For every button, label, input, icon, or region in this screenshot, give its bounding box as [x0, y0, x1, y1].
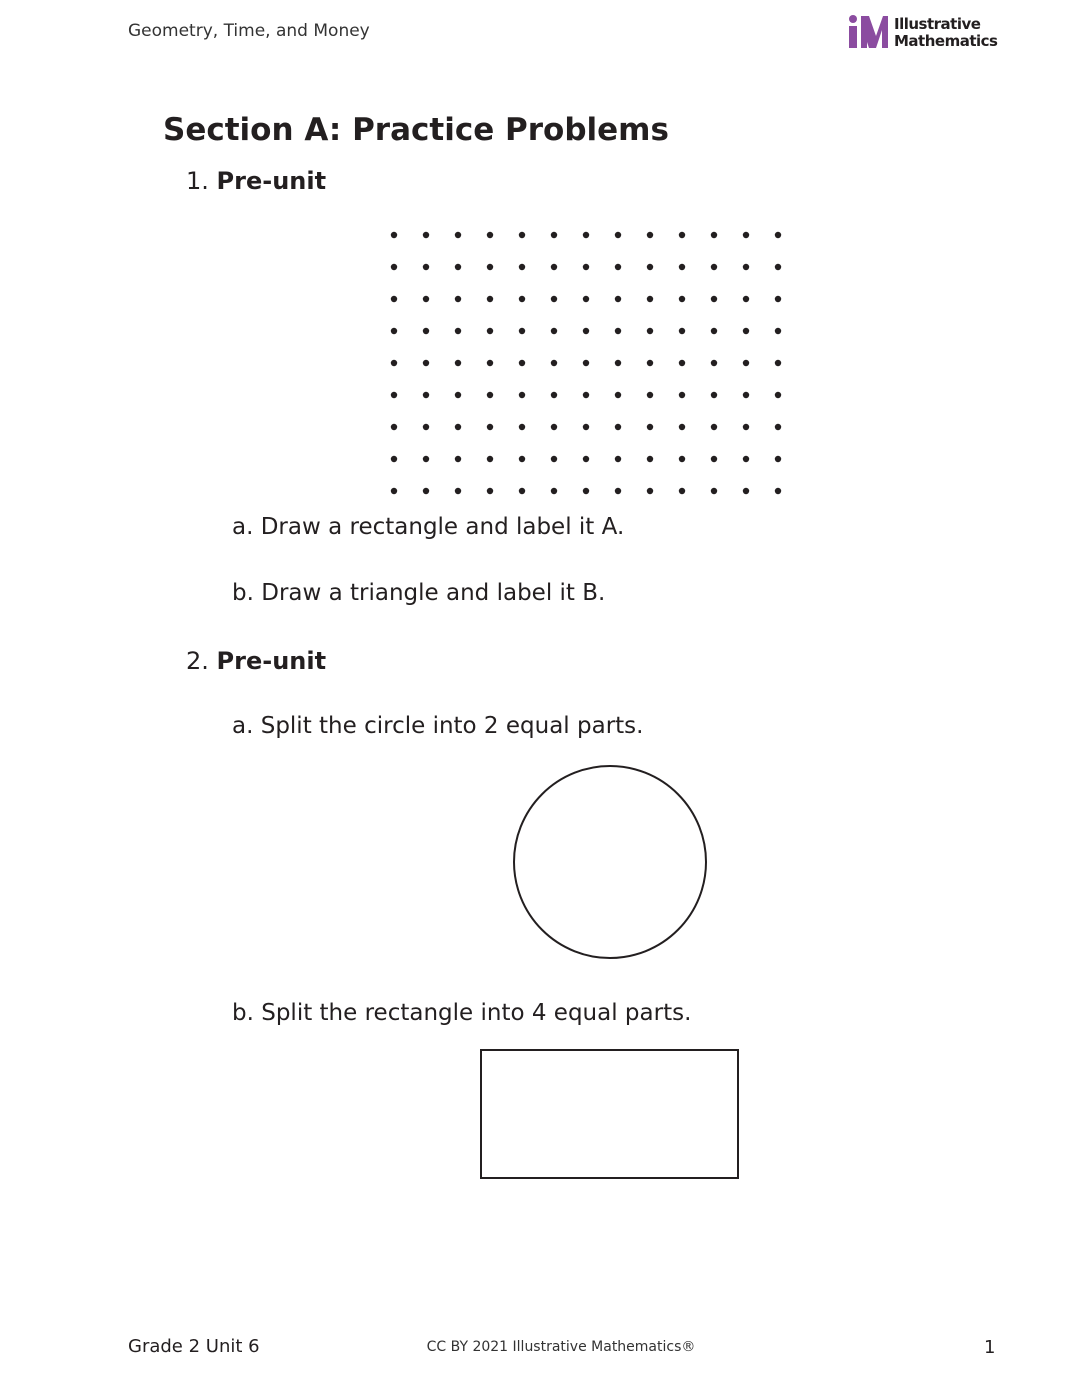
grid-dot[interactable]	[423, 488, 429, 494]
problem-1a-letter: a.	[232, 514, 254, 540]
grid-dot[interactable]	[743, 456, 749, 462]
grid-dot[interactable]	[391, 360, 397, 366]
grid-dot[interactable]	[583, 232, 589, 238]
problem-1a	[232, 514, 624, 540]
grid-dot[interactable]	[775, 296, 781, 302]
grid-dot[interactable]	[423, 360, 429, 366]
grid-dot[interactable]	[391, 232, 397, 238]
grid-dot[interactable]	[519, 424, 525, 430]
grid-dot[interactable]	[455, 360, 461, 366]
grid-dot[interactable]	[647, 328, 653, 334]
grid-dot[interactable]	[583, 424, 589, 430]
grid-dot[interactable]	[583, 392, 589, 398]
grid-dot[interactable]	[615, 424, 621, 430]
grid-dot[interactable]	[711, 456, 717, 462]
problem-1b	[232, 580, 605, 606]
illustrative-mathematics-logo	[848, 14, 998, 52]
footer-copyright: CC BY 2021 Illustrative Mathematics®	[426, 1339, 696, 1355]
grid-dot[interactable]	[551, 456, 557, 462]
grid-dot[interactable]	[519, 392, 525, 398]
grid-dot[interactable]	[391, 296, 397, 302]
grid-dot[interactable]	[775, 424, 781, 430]
problem-2-number: 2.	[186, 647, 209, 675]
grid-dot[interactable]	[615, 456, 621, 462]
grid-dot[interactable]	[775, 456, 781, 462]
grid-dot[interactable]	[391, 488, 397, 494]
grid-dot[interactable]	[455, 456, 461, 462]
grid-dot[interactable]	[743, 424, 749, 430]
grid-dot[interactable]	[583, 328, 589, 334]
problem-2b-text: Split the rectangle into 4 equal parts.	[261, 1000, 692, 1026]
problem-2b	[232, 1000, 691, 1026]
grid-dot[interactable]	[679, 328, 685, 334]
grid-dot[interactable]	[391, 264, 397, 270]
grid-dot[interactable]	[423, 296, 429, 302]
grid-dot[interactable]	[711, 296, 717, 302]
grid-dot[interactable]	[647, 488, 653, 494]
grid-dot[interactable]	[711, 264, 717, 270]
grid-dot[interactable]	[487, 456, 493, 462]
problem-1b-text: Draw a triangle and label it B.	[261, 580, 606, 606]
footer-page-number: 1	[984, 1337, 996, 1358]
grid-dot[interactable]	[455, 296, 461, 302]
grid-dot[interactable]	[775, 360, 781, 366]
grid-dot[interactable]	[583, 488, 589, 494]
grid-dot[interactable]	[679, 232, 685, 238]
grid-dot[interactable]	[519, 456, 525, 462]
problem-1-label: Pre-unit	[216, 167, 327, 195]
grid-dot[interactable]	[615, 328, 621, 334]
grid-dot[interactable]	[487, 296, 493, 302]
grid-dot[interactable]	[455, 232, 461, 238]
grid-dot[interactable]	[391, 392, 397, 398]
grid-dot[interactable]	[455, 264, 461, 270]
grid-dot[interactable]	[455, 488, 461, 494]
grid-dot[interactable]	[615, 488, 621, 494]
grid-dot[interactable]	[775, 392, 781, 398]
grid-dot[interactable]	[583, 360, 589, 366]
grid-dot[interactable]	[487, 232, 493, 238]
grid-dot[interactable]	[775, 264, 781, 270]
grid-dot[interactable]	[551, 488, 557, 494]
grid-dot[interactable]	[551, 264, 557, 270]
grid-dot[interactable]	[679, 424, 685, 430]
grid-dot[interactable]	[647, 264, 653, 270]
grid-dot[interactable]	[743, 488, 749, 494]
grid-dot[interactable]	[711, 392, 717, 398]
problem-1-number: 1.	[186, 167, 209, 195]
grid-dot[interactable]	[487, 488, 493, 494]
grid-dot[interactable]	[647, 392, 653, 398]
grid-dot[interactable]	[647, 360, 653, 366]
im-logo-icon	[848, 14, 892, 50]
grid-dot[interactable]	[711, 232, 717, 238]
grid-dot[interactable]	[391, 424, 397, 430]
grid-dot[interactable]	[743, 264, 749, 270]
grid-dot[interactable]	[487, 360, 493, 366]
grid-dot[interactable]	[743, 392, 749, 398]
grid-dot[interactable]	[487, 264, 493, 270]
problem-2a-text: Split the circle into 2 equal parts.	[260, 713, 644, 739]
grid-dot[interactable]	[679, 456, 685, 462]
grid-dot[interactable]	[519, 328, 525, 334]
grid-dot[interactable]	[455, 328, 461, 334]
grid-dot[interactable]	[487, 328, 493, 334]
grid-dot[interactable]	[519, 360, 525, 366]
grid-dot[interactable]	[711, 360, 717, 366]
footer-grade-unit: Grade 2 Unit 6	[128, 1336, 260, 1357]
grid-dot[interactable]	[455, 392, 461, 398]
grid-dot[interactable]	[615, 360, 621, 366]
grid-dot[interactable]	[551, 232, 557, 238]
grid-dot[interactable]	[391, 328, 397, 334]
grid-dot[interactable]	[615, 232, 621, 238]
grid-dot[interactable]	[423, 264, 429, 270]
grid-dot[interactable]	[519, 488, 525, 494]
grid-dot[interactable]	[679, 264, 685, 270]
grid-dot[interactable]	[679, 392, 685, 398]
grid-dot[interactable]	[775, 232, 781, 238]
grid-dot[interactable]	[647, 456, 653, 462]
grid-dot[interactable]	[647, 424, 653, 430]
grid-dot[interactable]	[775, 488, 781, 494]
problem-1a-text: Draw a rectangle and label it A.	[260, 514, 625, 540]
problem-1b-letter: b.	[232, 580, 254, 606]
grid-dot[interactable]	[743, 328, 749, 334]
logo-line-1: Illustrative	[894, 15, 981, 33]
grid-dot[interactable]	[423, 424, 429, 430]
problem-2a-letter: a.	[232, 713, 254, 739]
grid-dot[interactable]	[711, 424, 717, 430]
grid-dot[interactable]	[551, 392, 557, 398]
grid-dot[interactable]	[679, 360, 685, 366]
grid-dot[interactable]	[647, 296, 653, 302]
problem-2b-letter: b.	[232, 1000, 254, 1026]
grid-dot[interactable]	[615, 264, 621, 270]
grid-dot[interactable]	[711, 328, 717, 334]
grid-dot[interactable]	[487, 392, 493, 398]
grid-dot[interactable]	[551, 424, 557, 430]
grid-dot[interactable]	[775, 328, 781, 334]
grid-dot[interactable]	[551, 296, 557, 302]
grid-dot[interactable]	[519, 232, 525, 238]
grid-dot[interactable]	[551, 360, 557, 366]
grid-dot[interactable]	[519, 296, 525, 302]
rectangle-shape[interactable]	[479, 1048, 741, 1182]
grid-dot[interactable]	[743, 232, 749, 238]
page-header-title: Geometry, Time, and Money	[128, 21, 370, 41]
grid-dot[interactable]	[583, 264, 589, 270]
problem-2-heading	[186, 647, 326, 675]
grid-dot[interactable]	[679, 296, 685, 302]
grid-dot[interactable]	[551, 328, 557, 334]
grid-dot[interactable]	[615, 392, 621, 398]
grid-dot[interactable]	[711, 488, 717, 494]
grid-dot[interactable]	[743, 296, 749, 302]
grid-dot[interactable]	[423, 456, 429, 462]
section-title: Section A: Practice Problems	[163, 112, 669, 148]
circle-shape[interactable]	[510, 762, 710, 962]
grid-dot[interactable]	[455, 424, 461, 430]
dot-grid[interactable]	[380, 222, 792, 504]
grid-dot[interactable]	[423, 328, 429, 334]
grid-dot[interactable]	[391, 456, 397, 462]
problem-2-label: Pre-unit	[216, 647, 327, 675]
logo-line-2: Mathematics	[894, 32, 998, 50]
grid-dot[interactable]	[743, 360, 749, 366]
problem-1-heading	[186, 167, 326, 195]
grid-dot[interactable]	[423, 232, 429, 238]
grid-dot[interactable]	[583, 296, 589, 302]
grid-dot[interactable]	[679, 488, 685, 494]
grid-dot[interactable]	[487, 424, 493, 430]
grid-dot[interactable]	[423, 392, 429, 398]
grid-dot[interactable]	[647, 232, 653, 238]
grid-dot[interactable]	[519, 264, 525, 270]
problem-2a	[232, 713, 643, 739]
grid-dot[interactable]	[583, 456, 589, 462]
grid-dot[interactable]	[615, 296, 621, 302]
